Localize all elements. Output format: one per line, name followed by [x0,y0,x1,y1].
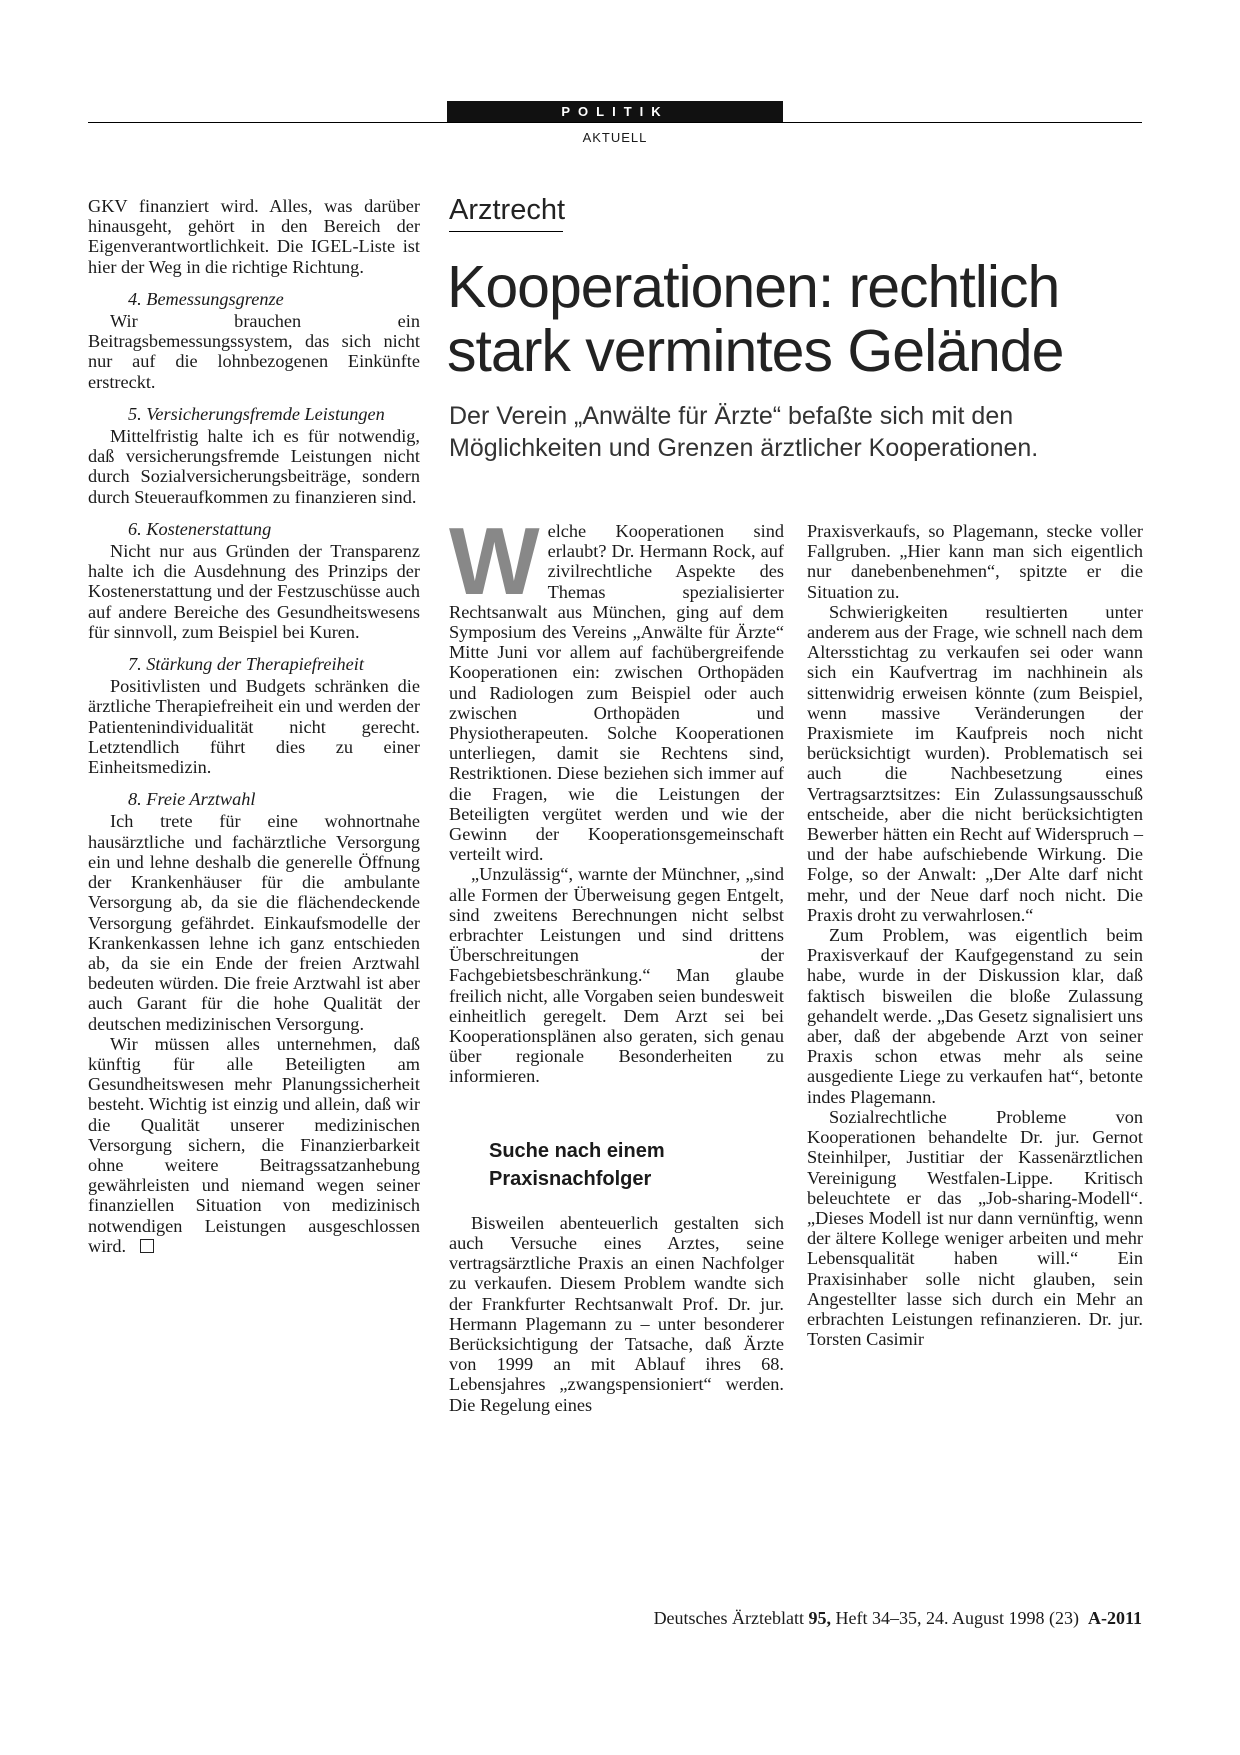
paragraph-text: Wir müssen alles unternehmen, daß künftig für alle Beteiligten am Gesundheitswesen mehr Planungssicherheit besteht. Wichtig ist einzig und allein, daß wir die Qualität unserer medizinischen Versorgung sichern, die Finanzierbarkeit ohne weitere Beitragssatzanhebung gewährleisten und niemand wegen seiner finanziellen Situation von medizinisch notwendigen Leistungen ausgeschlossen wird. [88,1033,420,1256]
drop-cap: W [449,508,540,615]
column-middle [449,508,784,1415]
paragraph: „Unzulässig“, warnte der Münchner, „sind alle Formen der Überweisung gegen Entgelt, sind zweitens Berechnungen nicht selbst erbrachter Leistungen und sind drittens Überschreitungen der Fachgebietsbeschränkung.“ Man glaube freilich nicht, alle Vorgaben seien bundesweit einheitlich geregelt. Dem Arzt sei bei Kooperationsplänen also geraten, sich genau über regionale Besonderheiten zu informieren. [449,864,784,1087]
paragraph-end [88,1034,420,1256]
header-rule [88,122,1142,123]
paragraph: Bisweilen abenteuerlich gestalten sich auch Versuche eines Arztes, seine vertragsärztliche Praxis an einen Nachfolger zu verkaufen. Diesem Problem wandte sich der Frankfurter Rechtsanwalt Prof. Dr. jur. Hermann Plagemann zu – unter besonderer Berücksichtigung der Tatsache, daß Ärzte von 1999 an mit Ablauf ihres 68. Lebensjahres „zwangspensioniert“ werden. Die Regelung eines [449,1212,784,1415]
volume-number: 95, [808,1608,832,1628]
subheading: 5. Versicherungsfremde Leistungen [128,403,385,424]
kicker-rule [449,231,563,232]
paragraph: Wir brauchen ein Beitragsbemessungssystem, das sich nicht nur auf die lohnbezogenen Einkünfte erstreckt. [88,311,420,392]
subheading: 6. Kostenerstattung [128,518,272,539]
paragraph: Praxisverkaufs, so Plagemann, stecke voller Fallgruben. „Hier kann man sich eigentlich nur danebenbenehmen“, spitzte er die Situation zu. [807,521,1143,602]
article-kicker: Arztrecht [449,194,566,226]
paragraph: Nicht nur aus Gründen der Transparenz halte ich die Ausdehnung des Prinzips der Kostenerstattung und der Festzuschüsse auch auf andere Bereiche des Gesundheitswesens für sinnvoll, zum Beispiel bei Kuren. [88,541,420,642]
lead-paragraph [449,508,784,865]
column-right [807,521,1143,1349]
section-subhead: Suche nach einem Praxisnachfolger [489,1139,665,1190]
article-deck: Der Verein „Anwälte für Ärzte“ befaßte sich mit den Möglichkeiten und Grenzen ärztlicher Kooperationen. [449,402,1039,462]
paragraph: Schwierigkeiten resultierten unter anderem aus der Frage, wie schnell nach dem Altersstichtag zu verkaufen sei oder wann sich ein Kaufvertrag im nachhinein als sittenwidrig erweisen könnte (zum Beispiel, wenn massive Veränderungen der Praxismiete im Kaufpreis noch nicht berücksichtigt wurden). Problematisch sei auch die Nachbesetzung eines Vertragsarztsitzes: Ein Zulassungsausschuß entscheide, aber die nicht berücksichtigten Bewerber hätten ein Recht auf Widerspruch – und der habe aufschiebende Wirkung. Die Folge, so der Anwalt: „Der Alte darf nicht mehr, und der Neue darf noch nicht. Die Praxis droht zu verwahrlosen.“ [807,601,1143,925]
subheading: 7. Stärkung der Therapiefreiheit [128,654,364,675]
paragraph: Sozialrechtliche Probleme von Kooperationen behandelte Dr. jur. Gernot Steinhilper, Justitiar der Kassenärztlichen Vereinigung Westfalen-Lippe. Kritisch beleuchtete er das „Job-sharing-Modell“. „Dieses Modell ist nur dann vernünftig, wenn der ältere Kollege weniger arbeiten und mehr Lebensqualität haben will.“ Ein Praxisinhaber solle nicht glauben, sein Angestellter lasse sich durch ein Mehr an erbrachten Leistungen refinanzieren. Dr. jur. Torsten Casimir [807,1106,1143,1350]
issue-info: Heft 34–35, 24. August 1998 (23) [835,1608,1079,1628]
subheading: 8. Freie Arztwahl [128,789,256,810]
journal-name: Deutsches Ärzteblatt [653,1608,805,1628]
paragraph: Ich trete für eine wohnortnahe hausärztliche und fachärztliche Versorgung ein und lehne deshalb die generelle Öffnung der Krankenhäuser für die ambulante Versorgung ab, da sie die flächendeckende Versorgung gefährdet. Einkaufsmodelle der Krankenkassen lehne ich ganz entschieden ab, da sie ein Ende der freien Arztwahl bedeuten würden. Die freie Arztwahl ist aber auch Garant für die hohe Qualität der deutschen medizinischen Versorgung. [88,811,420,1034]
paragraph: GKV finanziert wird. Alles, was darüber hinausgeht, gehört in den Bereich der Eigenverantwortlichkeit. Die IGEL-Liste ist hier der Weg in die richtige Richtung. [88,196,420,277]
subsection-label: AKTUELL [582,130,648,145]
paragraph: Zum Problem, was eigentlich beim Praxisverkauf der Kaufgegenstand zu sein habe, wurde in der Diskussion klar, daß faktisch bisweilen die bloße Zulassung gehandelt werde. „Das Gesetz signalisiert uns aber, daß der abgebende Arzt von seiner Praxis schon etwas mehr als seine ausgediente Liege zu verkaufen hat“, betonte indes Plagemann. [807,925,1143,1107]
paragraph: Positivlisten und Budgets schränken die ärztliche Therapiefreiheit ein und werden der Patientenindividualität nicht gerecht. Letztendlich führt dies zu einer Einheitsmedizin. [88,676,420,778]
page-number: A-2011 [1088,1608,1142,1628]
end-mark-icon [140,1239,154,1253]
paragraph: Mittelfristig halte ich es für notwendig, daß versicherungsfremde Leistungen nicht durch Sozialversicherungsbeiträge, sondern durch Steueraufkommen zu finanzieren sind. [88,426,420,507]
column-left [88,196,420,1256]
subheading: 4. Bemessungsgrenze [128,288,284,309]
section-label: POLITIK [447,101,783,123]
page-footer [500,1608,1142,1629]
article-headline: Kooperationen: rechtlich stark vermintes Gelände [447,254,1064,384]
paragraph-text: elche Kooperationen sind erlaubt? Dr. Hermann Rock, auf zivilrechtliche Aspekte des Themas spezialisierter Rechtsanwalt aus München, ging auf dem Symposium des Vereins „Anwälte für Ärzte“ Mitte Juni vor allem auf fachübergreifende Kooperationen ein: zwischen Orthopäden und Radiologen zum Beispiel oder auch zwischen Orthopäden und Physiotherapeuten. Solche Kooperationen unterliegen, damit sie Rechtens sind, Restriktionen. Diese beziehen sich immer auf die Fragen, wie die Leistungen der Beteiligten vergütet werden und wie der Gewinn der Kooperationsgemeinschaft verteilt wird. [449,521,784,865]
